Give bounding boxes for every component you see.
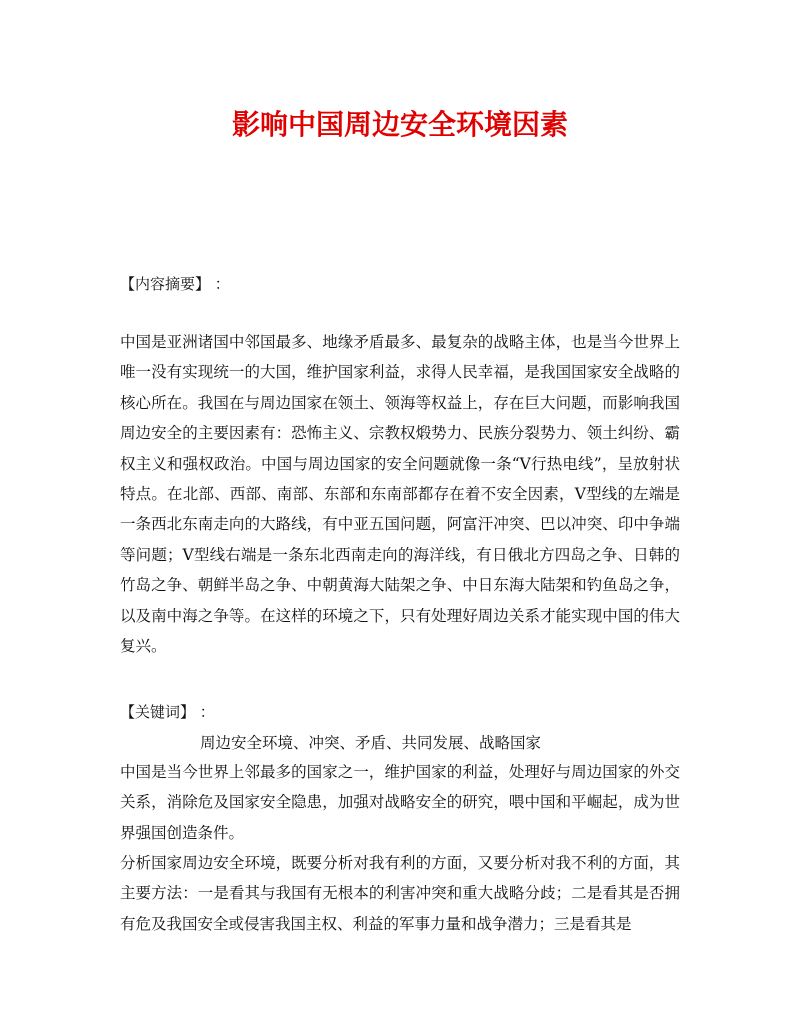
keywords-text: 周边安全环境、冲突、矛盾、共同发展、战略国家 — [200, 734, 542, 752]
keywords-label: 【关键词】 ： — [120, 703, 215, 721]
document-title: 影响中国周边安全环境因素 — [231, 108, 568, 141]
body-paragraph-2: 分析国家周边安全环境，既要分析对我有利的方面，又要分析对我不利的方面，其主要方法：一是看其与我国有无根本的利害冲突和重大战略分歧；二是看其是否拥有危及我国安全或侵害我国主权、利益的军事力量和战争潜力；三是看其是 — [120, 854, 680, 933]
abstract-label: 【内容摘要】 ： — [120, 275, 230, 293]
abstract-paragraph: 中国是亚洲诸国中邻国最多、地缘矛盾最多、最复杂的战略主体，也是当今世界上唯一没有实现统一的大国，维护国家利益，求得人民幸福，是我国国家安全战略的核心所在。我国在与周边国家在领土、领海等权益上，存在巨大问题，而影响我国周边安全的主要因素有：恐怖主义、宗教权煅势力、民族分裂势力、领土纠纷、霸权主义和强权政治。中国与周边国家的安全问题就像一条“V行热电线”，呈放射状特点。在北部、西部、南部、东部和东南部都存在着不安全因素，V型线的左端是一条西北东南走向的大路线，有中亚五国问题，阿富汗冲突、巴以冲突、印中争端等问题；V型线右端是一条东北西南走向的海洋线，有日俄北方四岛之争、日韩的竹岛之争、朝鲜半岛之争、中朝黄海大陆架之争、中日东海大陆架和钓鱼岛之争，以及南中海之争等。在这样的环境之下，只有处理好周边关系才能实现中国的伟大复兴。 — [120, 333, 680, 656]
body-paragraph-1: 中国是当今世界上邻最多的国家之一，维护国家的利益，处理好与周边国家的外交关系，消除危及国家安全隐患，加强对战略安全的研究，喂中国和平崛起，成为世界强国创造条件。 — [120, 763, 680, 842]
